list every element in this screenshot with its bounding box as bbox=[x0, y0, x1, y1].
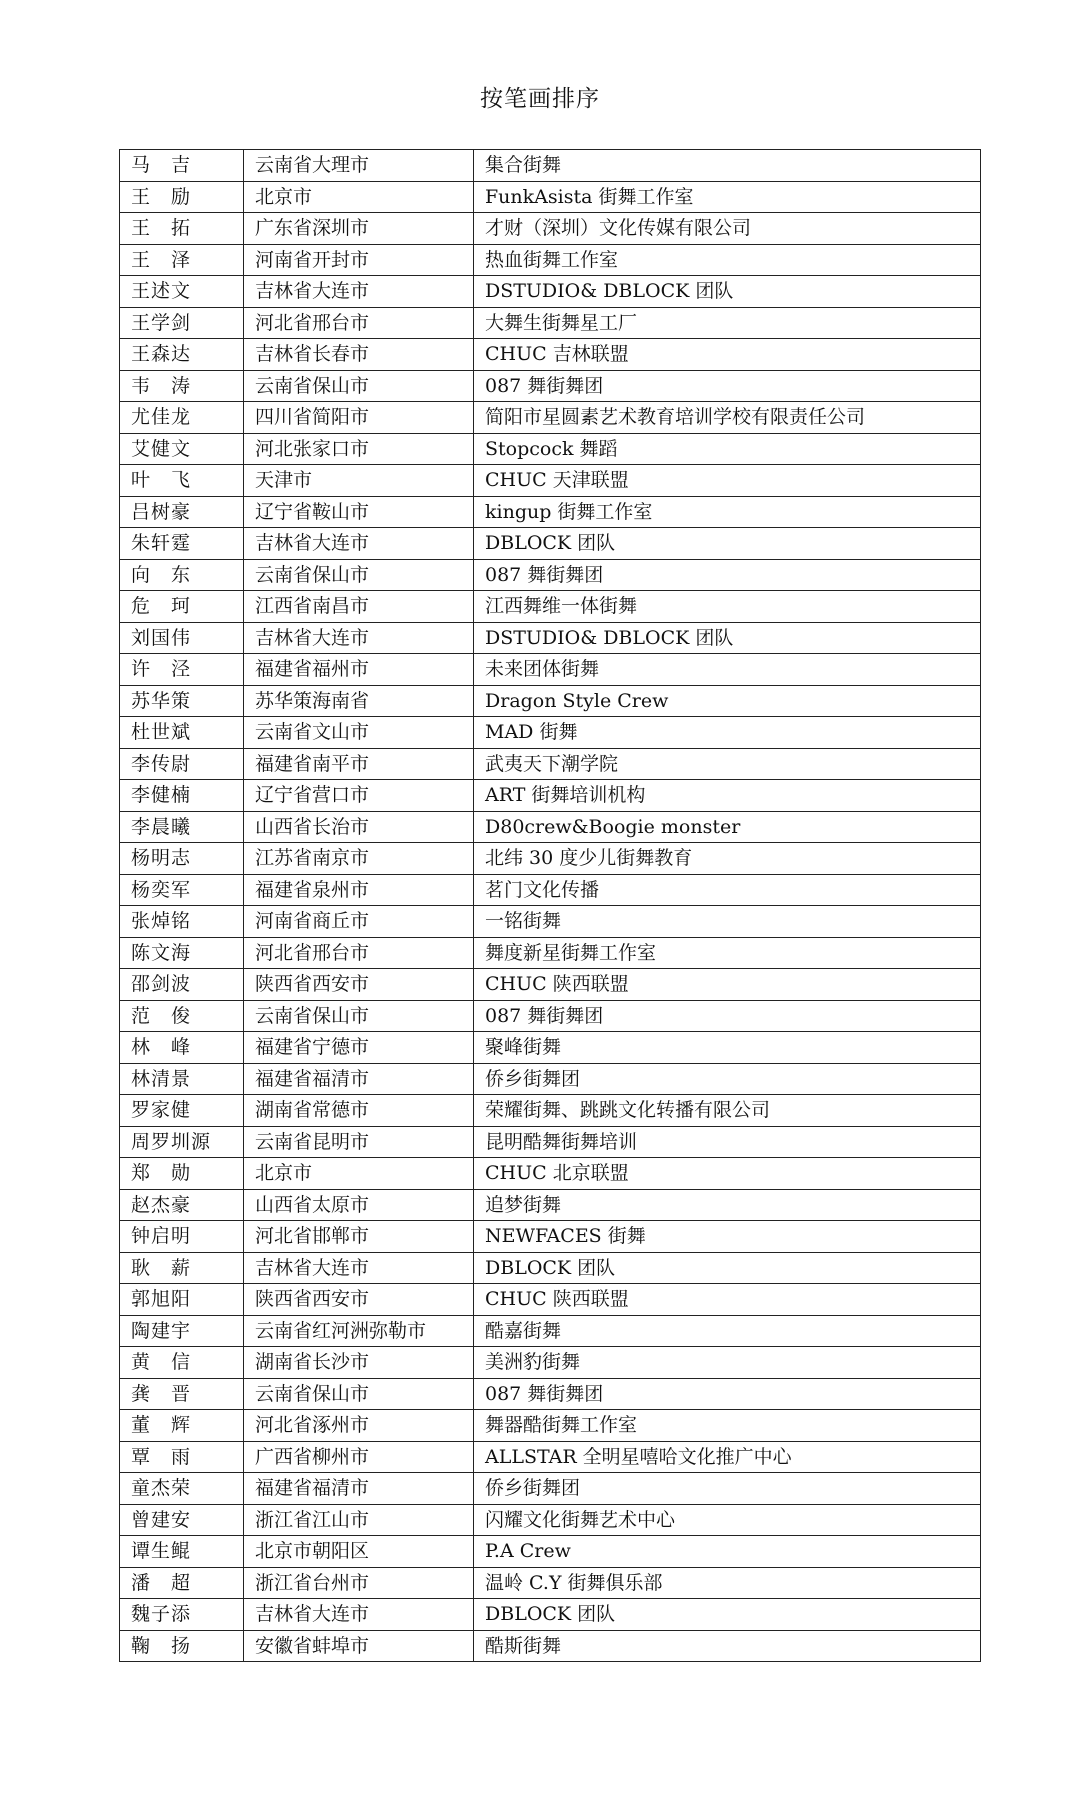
organization-cell: 酷斯街舞 bbox=[474, 1630, 981, 1662]
table-row bbox=[120, 1504, 981, 1536]
name-cell: 朱轩霆 bbox=[120, 528, 244, 560]
table-row bbox=[120, 1252, 981, 1284]
organization-cell: Dragon Style Crew bbox=[474, 685, 981, 717]
name-cell: 耿 薪 bbox=[120, 1252, 244, 1284]
region-cell: 广东省深圳市 bbox=[244, 213, 474, 245]
table-row bbox=[120, 1473, 981, 1505]
name-cell: 魏子添 bbox=[120, 1599, 244, 1631]
organization-cell: P.A Crew bbox=[474, 1536, 981, 1568]
table-row bbox=[120, 1063, 981, 1095]
table-row bbox=[120, 1158, 981, 1190]
organization-cell: 聚峰街舞 bbox=[474, 1032, 981, 1064]
organization-cell: 温岭 C.Y 街舞俱乐部 bbox=[474, 1567, 981, 1599]
region-cell: 天津市 bbox=[244, 465, 474, 497]
region-cell: 北京市朝阳区 bbox=[244, 1536, 474, 1568]
name-cell: 谭生鲲 bbox=[120, 1536, 244, 1568]
table-row bbox=[120, 969, 981, 1001]
table-row bbox=[120, 717, 981, 749]
region-cell: 山西省太原市 bbox=[244, 1189, 474, 1221]
table-row bbox=[120, 150, 981, 182]
table-row bbox=[120, 1410, 981, 1442]
name-cell: 韦 涛 bbox=[120, 370, 244, 402]
organization-cell: 集合街舞 bbox=[474, 150, 981, 182]
region-cell: 吉林省大连市 bbox=[244, 622, 474, 654]
organization-cell: 087 舞街舞团 bbox=[474, 559, 981, 591]
name-cell: 林清景 bbox=[120, 1063, 244, 1095]
name-cell: 李传尉 bbox=[120, 748, 244, 780]
table-row bbox=[120, 622, 981, 654]
organization-cell: NEWFACES 街舞 bbox=[474, 1221, 981, 1253]
region-cell: 河北省邢台市 bbox=[244, 937, 474, 969]
table-row bbox=[120, 559, 981, 591]
organization-cell: 侨乡街舞团 bbox=[474, 1473, 981, 1505]
region-cell: 浙江省台州市 bbox=[244, 1567, 474, 1599]
table-row bbox=[120, 213, 981, 245]
organization-cell: 舞度新星街舞工作室 bbox=[474, 937, 981, 969]
table-row bbox=[120, 811, 981, 843]
region-cell: 吉林省大连市 bbox=[244, 1252, 474, 1284]
name-cell: 童杰荣 bbox=[120, 1473, 244, 1505]
organization-cell: 武夷天下潮学院 bbox=[474, 748, 981, 780]
organization-cell: 087 舞街舞团 bbox=[474, 370, 981, 402]
organization-cell: 茗门文化传播 bbox=[474, 874, 981, 906]
organization-cell: 087 舞街舞团 bbox=[474, 1000, 981, 1032]
name-cell: 马 吉 bbox=[120, 150, 244, 182]
name-cell: 曾建安 bbox=[120, 1504, 244, 1536]
organization-cell: 087 舞街舞团 bbox=[474, 1378, 981, 1410]
region-cell: 河南省商丘市 bbox=[244, 906, 474, 938]
region-cell: 广西省柳州市 bbox=[244, 1441, 474, 1473]
region-cell: 云南省保山市 bbox=[244, 1378, 474, 1410]
region-cell: 四川省简阳市 bbox=[244, 402, 474, 434]
organization-cell: 才财（深圳）文化传媒有限公司 bbox=[474, 213, 981, 245]
name-cell: 潘 超 bbox=[120, 1567, 244, 1599]
region-cell: 云南省保山市 bbox=[244, 1000, 474, 1032]
table-row bbox=[120, 465, 981, 497]
region-cell: 湖南省常德市 bbox=[244, 1095, 474, 1127]
region-cell: 河北张家口市 bbox=[244, 433, 474, 465]
organization-cell: CHUC 陕西联盟 bbox=[474, 1284, 981, 1316]
region-cell: 福建省福清市 bbox=[244, 1063, 474, 1095]
table-row bbox=[120, 591, 981, 623]
region-cell: 江苏省南京市 bbox=[244, 843, 474, 875]
organization-cell: 闪耀文化街舞艺术中心 bbox=[474, 1504, 981, 1536]
table-row bbox=[120, 1536, 981, 1568]
organization-cell: D80crew&Boogie monster bbox=[474, 811, 981, 843]
organization-cell: MAD 街舞 bbox=[474, 717, 981, 749]
name-cell: 李健楠 bbox=[120, 780, 244, 812]
region-cell: 吉林省长春市 bbox=[244, 339, 474, 371]
name-cell: 尤佳龙 bbox=[120, 402, 244, 434]
organization-cell: Stopcock 舞蹈 bbox=[474, 433, 981, 465]
name-cell: 赵杰豪 bbox=[120, 1189, 244, 1221]
table-row bbox=[120, 496, 981, 528]
name-cell: 吕树豪 bbox=[120, 496, 244, 528]
organization-cell: DBLOCK 团队 bbox=[474, 1599, 981, 1631]
region-cell: 陕西省西安市 bbox=[244, 969, 474, 1001]
name-cell: 钟启明 bbox=[120, 1221, 244, 1253]
region-cell: 福建省南平市 bbox=[244, 748, 474, 780]
name-cell: 周罗圳源 bbox=[120, 1126, 244, 1158]
name-cell: 董 辉 bbox=[120, 1410, 244, 1442]
organization-cell: CHUC 陕西联盟 bbox=[474, 969, 981, 1001]
name-cell: 苏华策 bbox=[120, 685, 244, 717]
table-row bbox=[120, 654, 981, 686]
organization-cell: 昆明酷舞街舞培训 bbox=[474, 1126, 981, 1158]
region-cell: 陕西省西安市 bbox=[244, 1284, 474, 1316]
table-row bbox=[120, 433, 981, 465]
table-row bbox=[120, 402, 981, 434]
region-cell: 云南省保山市 bbox=[244, 370, 474, 402]
organization-cell: 简阳市星圆素艺术教育培训学校有限责任公司 bbox=[474, 402, 981, 434]
region-cell: 山西省长治市 bbox=[244, 811, 474, 843]
organization-cell: 热血街舞工作室 bbox=[474, 244, 981, 276]
table-row bbox=[120, 1378, 981, 1410]
region-cell: 福建省福州市 bbox=[244, 654, 474, 686]
name-cell: 杜世斌 bbox=[120, 717, 244, 749]
organization-cell: 一铭街舞 bbox=[474, 906, 981, 938]
organization-cell: 酷嘉街舞 bbox=[474, 1315, 981, 1347]
table-row bbox=[120, 937, 981, 969]
region-cell: 云南省大理市 bbox=[244, 150, 474, 182]
name-cell: 王学剑 bbox=[120, 307, 244, 339]
table-row bbox=[120, 1630, 981, 1662]
region-cell: 北京市 bbox=[244, 181, 474, 213]
organization-cell: CHUC 北京联盟 bbox=[474, 1158, 981, 1190]
name-cell: 邵剑波 bbox=[120, 969, 244, 1001]
name-cell: 陈文海 bbox=[120, 937, 244, 969]
name-cell: 杨明志 bbox=[120, 843, 244, 875]
table-row bbox=[120, 1000, 981, 1032]
name-cell: 鞠 扬 bbox=[120, 1630, 244, 1662]
name-cell: 王 励 bbox=[120, 181, 244, 213]
name-cell: 林 峰 bbox=[120, 1032, 244, 1064]
table-row bbox=[120, 339, 981, 371]
region-cell: 河北省邢台市 bbox=[244, 307, 474, 339]
table-row bbox=[120, 1189, 981, 1221]
name-cell: 王 拓 bbox=[120, 213, 244, 245]
name-cell: 王述文 bbox=[120, 276, 244, 308]
region-cell: 江西省南昌市 bbox=[244, 591, 474, 623]
organization-cell: 未来团体街舞 bbox=[474, 654, 981, 686]
table-row bbox=[120, 874, 981, 906]
region-cell: 福建省宁德市 bbox=[244, 1032, 474, 1064]
name-cell: 罗家健 bbox=[120, 1095, 244, 1127]
organization-cell: 追梦街舞 bbox=[474, 1189, 981, 1221]
roster-table bbox=[119, 149, 981, 1662]
region-cell: 河北省涿州市 bbox=[244, 1410, 474, 1442]
table-row bbox=[120, 181, 981, 213]
table-row bbox=[120, 906, 981, 938]
table-row bbox=[120, 685, 981, 717]
name-cell: 许 泾 bbox=[120, 654, 244, 686]
region-cell: 云南省保山市 bbox=[244, 559, 474, 591]
table-row bbox=[120, 843, 981, 875]
table-row bbox=[120, 244, 981, 276]
name-cell: 陶建宇 bbox=[120, 1315, 244, 1347]
name-cell: 郑 勋 bbox=[120, 1158, 244, 1190]
region-cell: 吉林省大连市 bbox=[244, 1599, 474, 1631]
table-row bbox=[120, 1284, 981, 1316]
table-row bbox=[120, 370, 981, 402]
organization-cell: kingup 街舞工作室 bbox=[474, 496, 981, 528]
organization-cell: 侨乡街舞团 bbox=[474, 1063, 981, 1095]
organization-cell: 荣耀街舞、跳跳文化转播有限公司 bbox=[474, 1095, 981, 1127]
region-cell: 河北省邯郸市 bbox=[244, 1221, 474, 1253]
organization-cell: DBLOCK 团队 bbox=[474, 528, 981, 560]
table-row bbox=[120, 1221, 981, 1253]
name-cell: 艾健文 bbox=[120, 433, 244, 465]
name-cell: 覃 雨 bbox=[120, 1441, 244, 1473]
name-cell: 王森达 bbox=[120, 339, 244, 371]
region-cell: 福建省泉州市 bbox=[244, 874, 474, 906]
region-cell: 吉林省大连市 bbox=[244, 276, 474, 308]
organization-cell: DSTUDIO& DBLOCK 团队 bbox=[474, 622, 981, 654]
name-cell: 杨奕军 bbox=[120, 874, 244, 906]
roster-table-body bbox=[120, 150, 981, 1662]
region-cell: 湖南省长沙市 bbox=[244, 1347, 474, 1379]
region-cell: 河南省开封市 bbox=[244, 244, 474, 276]
region-cell: 云南省红河洲弥勒市 bbox=[244, 1315, 474, 1347]
organization-cell: 大舞生街舞星工厂 bbox=[474, 307, 981, 339]
region-cell: 辽宁省营口市 bbox=[244, 780, 474, 812]
table-row bbox=[120, 1095, 981, 1127]
table-row bbox=[120, 307, 981, 339]
organization-cell: DBLOCK 团队 bbox=[474, 1252, 981, 1284]
region-cell: 福建省福清市 bbox=[244, 1473, 474, 1505]
table-row bbox=[120, 1126, 981, 1158]
table-row bbox=[120, 780, 981, 812]
organization-cell: FunkAsista 街舞工作室 bbox=[474, 181, 981, 213]
table-row bbox=[120, 1032, 981, 1064]
table-row bbox=[120, 276, 981, 308]
region-cell: 云南省昆明市 bbox=[244, 1126, 474, 1158]
name-cell: 王 泽 bbox=[120, 244, 244, 276]
organization-cell: ALLSTAR 全明星嘻哈文化推广中心 bbox=[474, 1441, 981, 1473]
name-cell: 刘国伟 bbox=[120, 622, 244, 654]
name-cell: 范 俊 bbox=[120, 1000, 244, 1032]
organization-cell: ART 街舞培训机构 bbox=[474, 780, 981, 812]
region-cell: 浙江省江山市 bbox=[244, 1504, 474, 1536]
region-cell: 云南省文山市 bbox=[244, 717, 474, 749]
name-cell: 龚 晋 bbox=[120, 1378, 244, 1410]
table-row bbox=[120, 748, 981, 780]
table-row bbox=[120, 1567, 981, 1599]
organization-cell: CHUC 吉林联盟 bbox=[474, 339, 981, 371]
organization-cell: 北纬 30 度少儿街舞教育 bbox=[474, 843, 981, 875]
table-row bbox=[120, 528, 981, 560]
region-cell: 辽宁省鞍山市 bbox=[244, 496, 474, 528]
region-cell: 吉林省大连市 bbox=[244, 528, 474, 560]
organization-cell: 美洲豹街舞 bbox=[474, 1347, 981, 1379]
name-cell: 黄 信 bbox=[120, 1347, 244, 1379]
name-cell: 郭旭阳 bbox=[120, 1284, 244, 1316]
table-row bbox=[120, 1347, 981, 1379]
name-cell: 危 珂 bbox=[120, 591, 244, 623]
name-cell: 向 东 bbox=[120, 559, 244, 591]
region-cell: 苏华策海南省 bbox=[244, 685, 474, 717]
region-cell: 北京市 bbox=[244, 1158, 474, 1190]
organization-cell: DSTUDIO& DBLOCK 团队 bbox=[474, 276, 981, 308]
name-cell: 张焯铭 bbox=[120, 906, 244, 938]
region-cell: 安徽省蚌埠市 bbox=[244, 1630, 474, 1662]
table-row bbox=[120, 1441, 981, 1473]
organization-cell: 舞器酷街舞工作室 bbox=[474, 1410, 981, 1442]
name-cell: 叶 飞 bbox=[120, 465, 244, 497]
organization-cell: 江西舞维一体街舞 bbox=[474, 591, 981, 623]
page-title: 按笔画排序 bbox=[480, 86, 600, 112]
name-cell: 李晨曦 bbox=[120, 811, 244, 843]
organization-cell: CHUC 天津联盟 bbox=[474, 465, 981, 497]
table-row bbox=[120, 1599, 981, 1631]
table-row bbox=[120, 1315, 981, 1347]
